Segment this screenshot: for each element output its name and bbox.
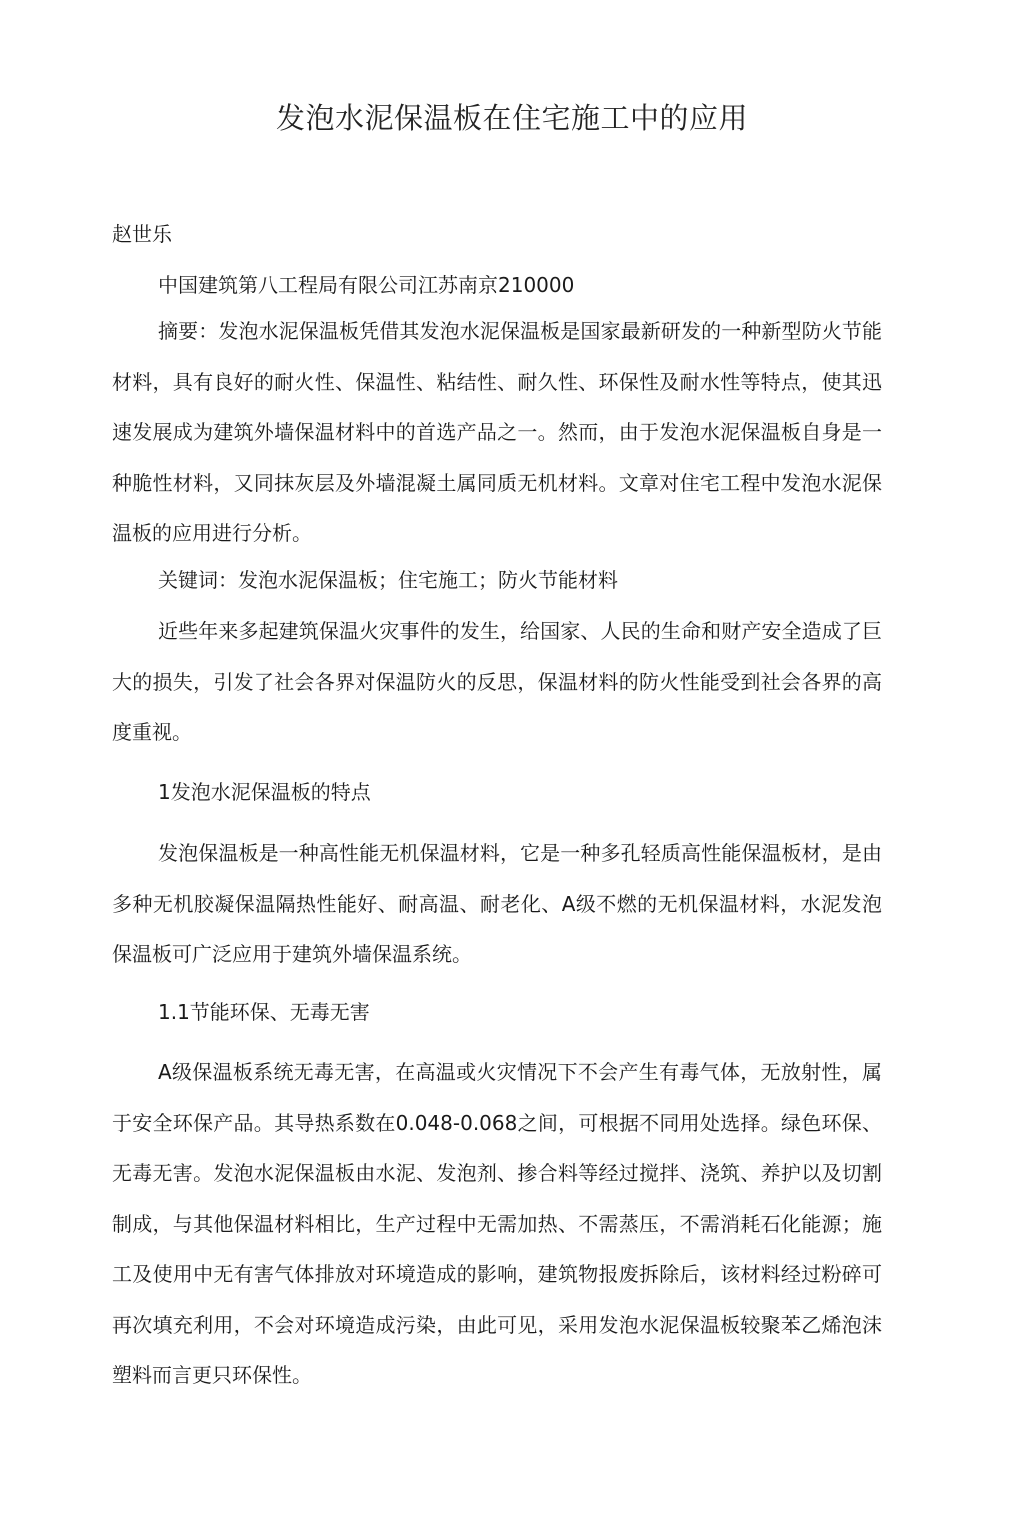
author-affiliation: 中国建筑第八工程局有限公司江苏南京210000 [158, 273, 575, 297]
section-1-paragraph: 发泡保温板是一种高性能无机保温材料，它是一种多孔轻质高性能保温板材，是由多种无机胶凝保温隔热性能好、耐高温、耐老化、A级不燃的无机保温材料，水泥发泡保温板可广泛应用于建筑外墙保温系统。 [112, 841, 882, 966]
keywords-paragraph: 关键词：发泡水泥保温板；住宅施工；防火节能材料 [158, 568, 618, 592]
author-name: 赵世乐 [112, 222, 172, 246]
section-heading-1-1: 1.1节能环保、无毒无害 [158, 1000, 370, 1024]
section-1-1-paragraph: A级保温板系统无毒无害，在高温或火灾情况下不会产生有毒气体，无放射性，属于安全环保产品。其导热系数在0.048-0.068之间，可根据不同用处选择。绿色环保、无毒无害。发泡水泥保温板由水泥、发泡剂、掺合料等经过搅拌、浇筑、养护以及切割制成，与其他保温材料相比，生产过程中无需加热、不需蒸压，不需消耗石化能源；施工及使用中无有害气体排放对环境造成的影响，建筑物报废拆除后，该材料经过粉碎可再次填充利用，不会对环境造成污染，由此可见，采用发泡水泥保温板较聚苯乙烯泡沫塑料而言更只环保性。 [112, 1060, 882, 1387]
document-title: 发泡水泥保温板在住宅施工中的应用 [275, 101, 748, 135]
abstract-paragraph: 摘要：发泡水泥保温板凭借其发泡水泥保温板是国家最新研发的一种新型防火节能材料，具有良好的耐火性、保温性、粘结性、耐久性、环保性及耐水性等特点，使其迅速发展成为建筑外墙保温材料中的首选产品之一。然而，由于发泡水泥保温板自身是一种脆性材料，又同抹灰层及外墙混凝土属同质无机材料。文章对住宅工程中发泡水泥保温板的应用进行分析。 [112, 319, 882, 545]
section-heading-1: 1发泡水泥保温板的特点 [158, 780, 371, 804]
intro-paragraph: 近些年来多起建筑保温火灾事件的发生，给国家、人民的生命和财产安全造成了巨大的损失，引发了社会各界对保温防火的反思，保温材料的防火性能受到社会各界的高度重视。 [112, 619, 882, 744]
